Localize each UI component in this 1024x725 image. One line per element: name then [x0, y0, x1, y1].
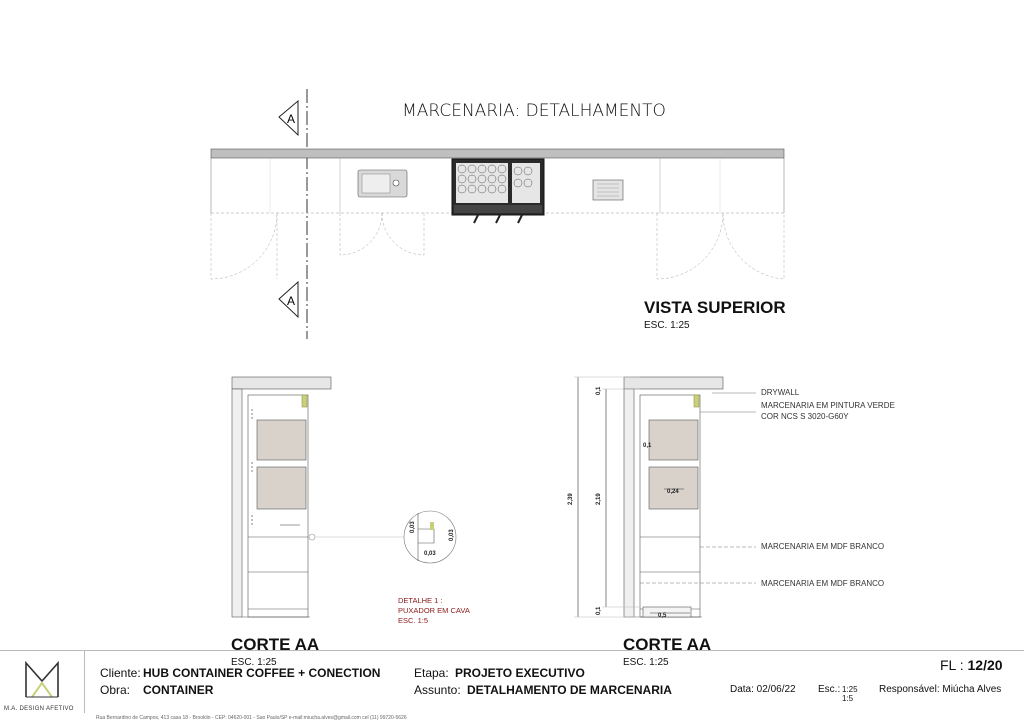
client-label: Cliente: [100, 666, 141, 680]
section-marker-top [279, 101, 298, 135]
drawing-title: MARCENARIA: DETALHAMENTO [402, 101, 666, 121]
subject-label: Assunto: [414, 683, 461, 697]
responsible: Responsável: Miúcha Alves [879, 684, 1002, 695]
section-left-drawing [232, 377, 331, 617]
section-left-title: CORTE AA [231, 635, 320, 654]
annotation-label: MARCENARIA EM MDF BRANCO [761, 542, 885, 551]
dimension-label: 0,24 [667, 489, 679, 495]
dimension-label: 0,1 [643, 443, 652, 449]
stage-label: Etapa: [414, 666, 449, 680]
dimension-label: 2,39 [568, 493, 574, 505]
scale-value: 1:25 [842, 685, 858, 694]
detail-scale: ESC. 1:5 [398, 616, 429, 625]
sheet-label: FL : [940, 657, 964, 673]
section-marker-bottom [279, 282, 298, 317]
divider [84, 651, 85, 713]
annotation-label: MARCENARIA EM PINTURA VERDE [761, 401, 895, 410]
stage-value: PROJETO EXECUTIVO [455, 666, 585, 680]
dimension-label: 0,1 [596, 386, 602, 395]
scale-value: 1:5 [842, 694, 854, 703]
section-right-annotations [761, 388, 895, 588]
detail-callout [315, 511, 456, 563]
client-value: HUB CONTAINER COFFEE + CONECTION [143, 666, 381, 680]
detail-dim: 0,03 [410, 521, 416, 533]
display-case-icon [452, 159, 544, 223]
top-view-title: VISTA SUPERIOR [644, 298, 786, 317]
annotation-label: DRYWALL [761, 388, 800, 397]
annotation-label: MARCENARIA EM MDF BRANCO [761, 579, 885, 588]
section-right-scale: ESC. 1:25 [623, 657, 669, 668]
detail-subtitle: PUXADOR EM CAVA [398, 606, 470, 615]
dimension-label: 0,1 [596, 606, 602, 615]
dimension-label: 0,5 [658, 613, 667, 619]
detail-dim: 0,03 [424, 551, 436, 557]
cooktop-icon [593, 180, 623, 200]
section-right-title: CORTE AA [623, 635, 712, 654]
work-label: Obra: [100, 683, 131, 697]
sheet-number [940, 657, 1003, 673]
logo-mark-icon [20, 657, 64, 701]
sink-icon [358, 170, 407, 197]
address-footer: Rua Bernardino de Campos, 413 casa 18 - Brooklin - CEP: 04620-001 - Sao Paulo/SP e-mail:miucha.alves@gmail.com cel (11) 99720-5626 [96, 715, 407, 721]
detail-title: DETALHE 1 : [398, 596, 443, 605]
section-marker-letter: A [286, 112, 296, 126]
work-value: CONTAINER [143, 683, 214, 697]
annotation-label: COR NCS S 3020-G60Y [761, 412, 849, 421]
logo [20, 657, 64, 701]
sheet-value: 12/20 [967, 657, 1003, 673]
date: Data: 02/06/22 [730, 684, 796, 695]
subject-value: DETALHAMENTO DE MARCENARIA [467, 683, 672, 697]
detail-dim: 0,03 [449, 529, 455, 541]
scale-label: Esc.: [818, 684, 841, 695]
top-view-plan [211, 149, 784, 279]
dimension-label: 2,19 [596, 493, 602, 505]
logo-text: M.A. DESIGN AFETIVO [4, 706, 74, 712]
section-marker-letter: A [286, 294, 296, 308]
title-block [0, 650, 1024, 725]
section-left-scale: ESC. 1:25 [231, 657, 277, 668]
top-view-scale: ESC. 1:25 [644, 320, 690, 331]
